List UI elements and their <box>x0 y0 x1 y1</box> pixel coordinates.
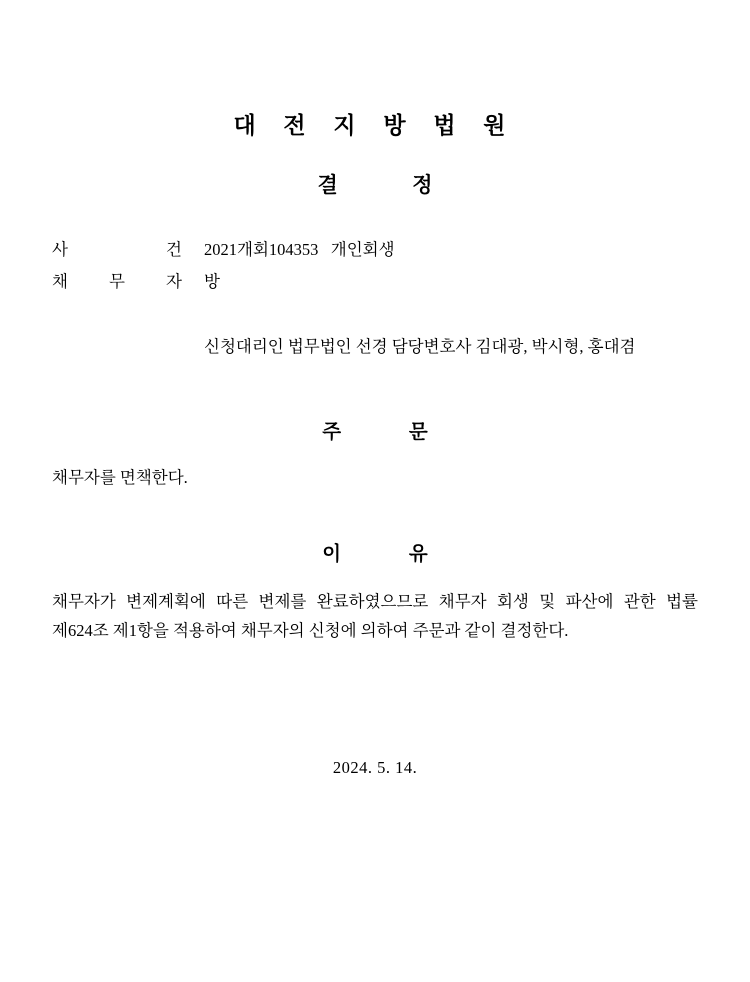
label-char: 무 <box>109 271 125 291</box>
iyu-body-line-1: 채무자가 변제계획에 따른 변제를 완료하였으므로 채무자 회생 및 파산에 관한 법률 <box>52 592 698 612</box>
court-name-heading: 대 전 지 방 법 원 <box>233 113 517 138</box>
section-heading-char: 유 <box>408 543 428 565</box>
label-char: 건 <box>166 239 182 259</box>
document-page <box>0 112 750 982</box>
section-heading-char: 이 <box>322 543 342 565</box>
section-heading-jumun <box>52 421 698 444</box>
field-row-debtor <box>52 266 698 298</box>
jumun-body-text: 채무자를 면책한다. <box>52 467 188 487</box>
field-label-case <box>52 234 204 266</box>
field-value-debtor: 방 <box>204 271 220 291</box>
label-char: 채 <box>52 271 68 291</box>
section-heading-char: 문 <box>408 421 428 443</box>
field-label-debtor <box>52 266 204 298</box>
section-heading-iyu <box>52 543 698 566</box>
document-type-right: 정 <box>412 172 433 197</box>
field-value-case: 2021개회104353 개인회생 <box>204 239 395 259</box>
document-type-left: 결 <box>317 172 338 197</box>
document-type-heading <box>52 173 698 198</box>
section-heading-char: 주 <box>322 421 342 443</box>
attorney-representative-line: 신청대리인 법무법인 선경 담당변호사 김대광, 박시형, 홍대겸 <box>204 337 636 357</box>
label-char: 자 <box>166 271 182 291</box>
iyu-body-text <box>52 588 698 646</box>
decision-date: 2024. 5. 14. <box>332 757 418 777</box>
field-row-case <box>52 234 698 266</box>
label-char: 사 <box>52 239 68 259</box>
case-fields <box>52 234 698 298</box>
iyu-body-line-2: 제624조 제1항을 적용하여 채무자의 신청에 의하여 주문과 같이 결정한다. <box>52 621 569 641</box>
